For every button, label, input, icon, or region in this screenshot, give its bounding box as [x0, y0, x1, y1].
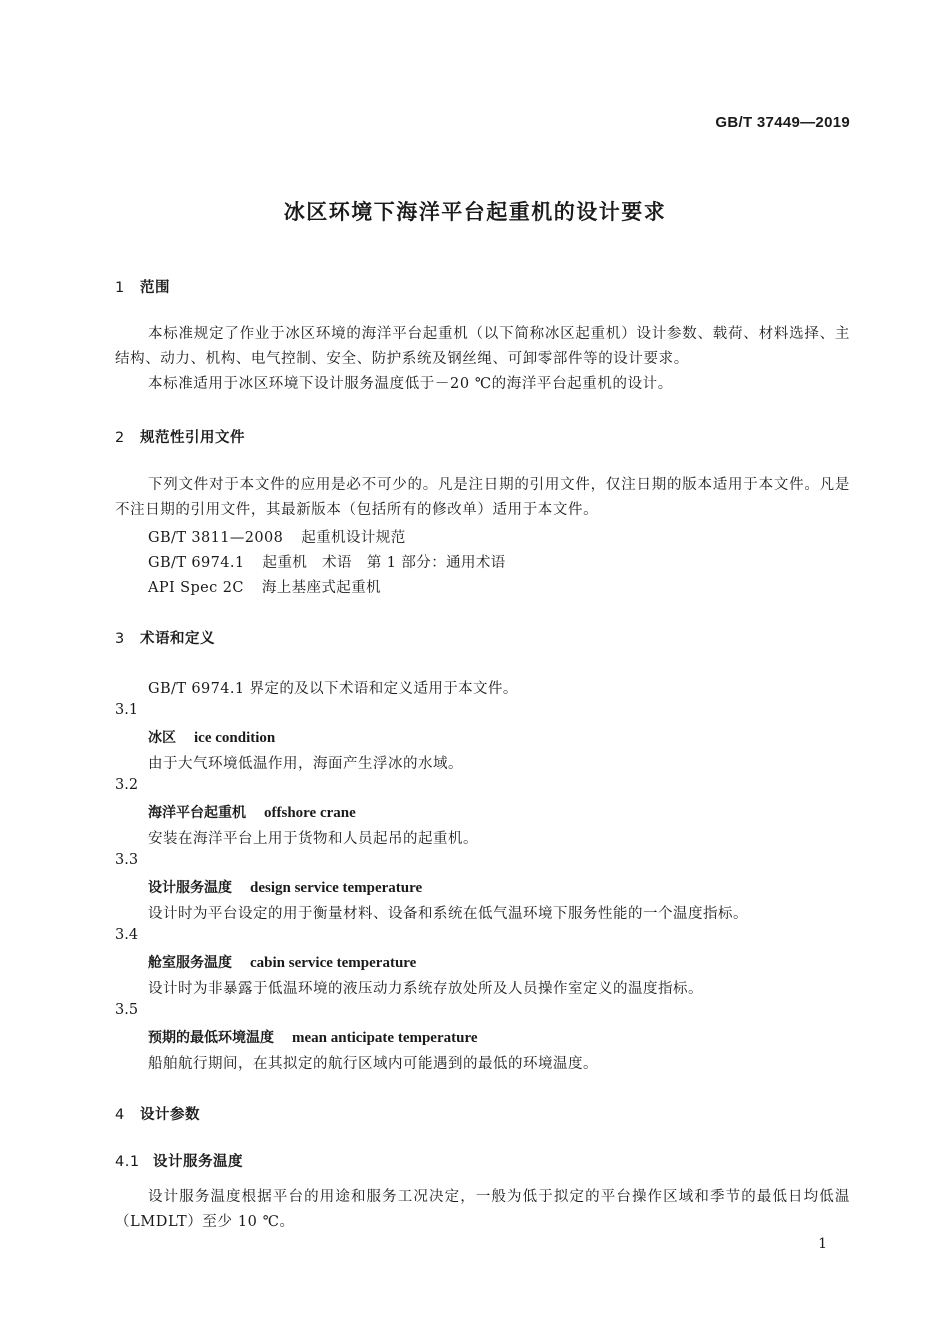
reference-code: GB/T 3811—2008: [148, 530, 284, 546]
term-number: 3.1: [115, 702, 139, 718]
reference-title: 起重机设计规范: [301, 530, 406, 546]
section-number: 1: [115, 280, 125, 296]
term-definition: 设计时为非暴露于低温环境的液压动力系统存放处所及人员操作室定义的温度指标。: [148, 981, 703, 997]
section-title: 规范性引用文件: [140, 430, 245, 446]
subsection-4-1-heading: [115, 1150, 243, 1171]
section-title: 范围: [140, 280, 170, 296]
term-definition: 船舶航行期间，在其拟定的航行区域内可能遇到的最低的环境温度。: [148, 1056, 598, 1072]
section-2-heading: [115, 426, 245, 447]
term-definition: 安装在海洋平台上用于货物和人员起吊的起重机。: [148, 831, 478, 847]
term-definition: 由于大气环境低温作用，海面产生浮冰的水域。: [148, 756, 463, 772]
term-name: [148, 1027, 478, 1047]
term-english: offshore crane: [264, 805, 356, 821]
section-2-paragraph-1: 下列文件对于本文件的应用是必不可少的。凡是注日期的引用文件，仅注日期的版本适用于本文件。凡是不注日期的引用文件，其最新版本（包括所有的修改单）适用于本文件。: [115, 477, 850, 518]
term-name: [148, 952, 416, 972]
reference-item: [148, 551, 506, 572]
section-number: 3: [115, 631, 125, 647]
term-name: [148, 802, 356, 822]
term-number: 3.2: [115, 777, 139, 793]
section-4-heading: [115, 1103, 200, 1124]
term-chinese: 舱室服务温度: [148, 955, 232, 971]
reference-code: GB/T 6974.1: [148, 555, 245, 571]
section-title: 术语和定义: [140, 631, 215, 647]
term-chinese: 预期的最低环境温度: [148, 1030, 274, 1046]
subsection-title: 设计服务温度: [153, 1154, 243, 1170]
section-1-paragraph-2: 本标准适用于冰区环境下设计服务温度低于－20 ℃的海洋平台起重机的设计。: [148, 376, 673, 392]
section-number: 4: [115, 1107, 125, 1123]
term-chinese: 设计服务温度: [148, 880, 232, 896]
section-3-heading: [115, 627, 215, 648]
term-number: 3.4: [115, 927, 139, 943]
subsection-4-1-paragraph-1: 设计服务温度根据平台的用途和服务工况决定，一般为低于拟定的平台操作区域和季节的最低日均低温（LMDLT）至少 10 ℃。: [115, 1189, 850, 1230]
term-definition: 设计时为平台设定的用于衡量材料、设备和系统在低气温环境下服务性能的一个温度指标。: [148, 906, 748, 922]
term-name: [148, 727, 275, 747]
term-english: mean anticipate temperature: [292, 1030, 478, 1046]
term-chinese: 海洋平台起重机: [148, 805, 246, 821]
reference-item: [148, 576, 381, 597]
section-1-paragraph-1: 本标准规定了作业于冰区环境的海洋平台起重机（以下简称冰区起重机）设计参数、载荷、材料选择、主结构、动力、机构、电气控制、安全、防护系统及钢丝绳、可卸零部件等的设计要求。: [115, 326, 850, 367]
reference-code: API Spec 2C: [148, 580, 244, 596]
section-3-paragraph-1: GB/T 6974.1 界定的及以下术语和定义适用于本文件。: [148, 681, 518, 697]
standard-code: GB/T 37449—2019: [715, 114, 850, 131]
section-1-heading: [115, 276, 170, 297]
term-name: [148, 877, 422, 897]
term-number: 3.3: [115, 852, 139, 868]
term-english: ice condition: [194, 730, 276, 746]
reference-title: 起重机 术语 第 1 部分：通用术语: [262, 555, 506, 571]
term-number: 3.5: [115, 1002, 139, 1018]
term-english: cabin service temperature: [250, 955, 417, 971]
page-number: 1: [818, 1236, 827, 1252]
document-title: 冰区环境下海洋平台起重机的设计要求: [283, 200, 667, 224]
term-english: design service temperature: [250, 880, 423, 896]
subsection-number: 4.1: [115, 1154, 140, 1170]
reference-title: 海上基座式起重机: [261, 580, 382, 596]
term-chinese: 冰区: [148, 730, 176, 746]
section-number: 2: [115, 430, 125, 446]
section-title: 设计参数: [140, 1107, 200, 1123]
reference-item: [148, 526, 406, 547]
